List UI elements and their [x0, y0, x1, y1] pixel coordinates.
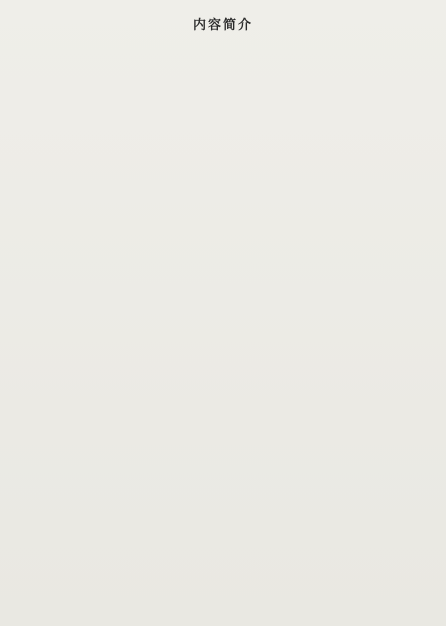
paragraph [12, 136, 434, 149]
paragraph [12, 259, 434, 272]
paragraph [12, 95, 434, 108]
subheading [12, 177, 434, 190]
paragraph [12, 218, 434, 231]
paragraph [12, 163, 434, 176]
paragraph [12, 272, 434, 285]
paragraph [12, 41, 434, 54]
paragraph [12, 204, 434, 217]
paragraph [12, 231, 434, 244]
paragraph [12, 150, 434, 163]
paragraph [12, 191, 434, 204]
paragraph [12, 123, 434, 136]
paragraph [12, 55, 434, 68]
paragraph [12, 245, 434, 258]
document-title: 内容简介 [192, 18, 253, 33]
paragraph [12, 109, 434, 122]
paragraph [12, 68, 434, 81]
subheading [12, 82, 434, 95]
